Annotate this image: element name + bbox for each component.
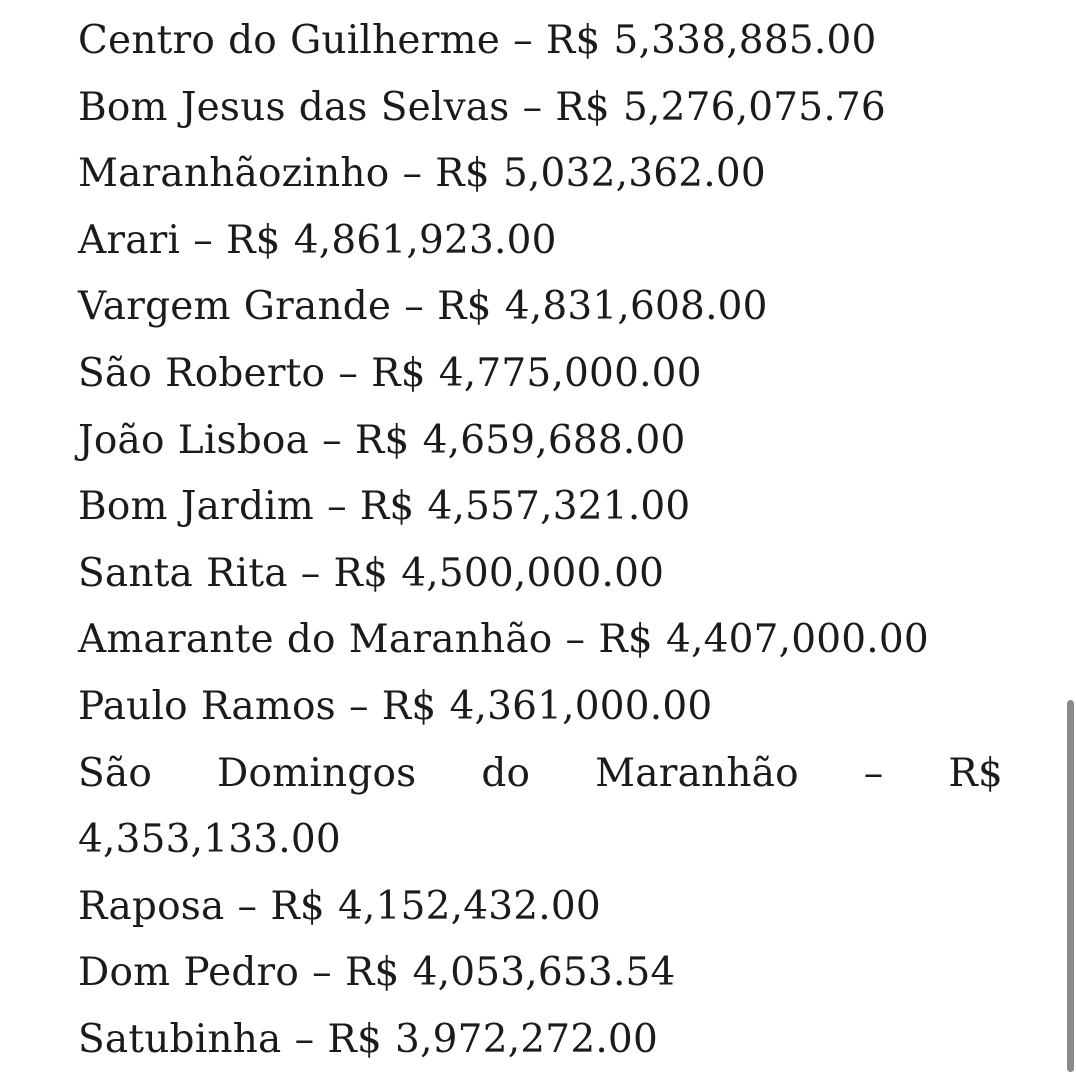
list-item: Bom Jesus das Selvas – R$ 5,276,075.76 bbox=[78, 84, 886, 130]
list-item: Dom Pedro – R$ 4,053,653.54 bbox=[78, 950, 676, 996]
list-item: São Roberto – R$ 4,775,000.00 bbox=[78, 350, 702, 396]
list-item: São Domingos do Maranhão – R$ 4,353,133.00 bbox=[78, 750, 1003, 863]
list-item: Arari – R$ 4,861,923.00 bbox=[78, 217, 557, 263]
list-item: Santa Rita – R$ 4,500,000.00 bbox=[78, 550, 665, 596]
municipality-value-list bbox=[78, 8, 1006, 1074]
list-item: Maranhãozinho – R$ 5,032,362.00 bbox=[78, 151, 766, 197]
scrollbar-thumb[interactable] bbox=[1067, 700, 1074, 1072]
list-item: João Lisboa – R$ 4,659,688.00 bbox=[78, 417, 686, 463]
list-item: Bom Jardim – R$ 4,557,321.00 bbox=[78, 484, 691, 530]
list-item: Centro do Guilherme – R$ 5,338,885.00 bbox=[78, 18, 877, 63]
vertical-scrollbar[interactable] bbox=[1067, 0, 1076, 1075]
list-item: Satubinha – R$ 3,972,272.00 bbox=[78, 1016, 658, 1062]
list-item: Amarante do Maranhão – R$ 4,407,000.00 bbox=[78, 617, 929, 663]
list-item: Raposa – R$ 4,152,432.00 bbox=[78, 883, 601, 929]
list-item: Vargem Grande – R$ 4,831,608.00 bbox=[78, 284, 768, 330]
list-item: Paulo Ramos – R$ 4,361,000.00 bbox=[78, 683, 713, 729]
